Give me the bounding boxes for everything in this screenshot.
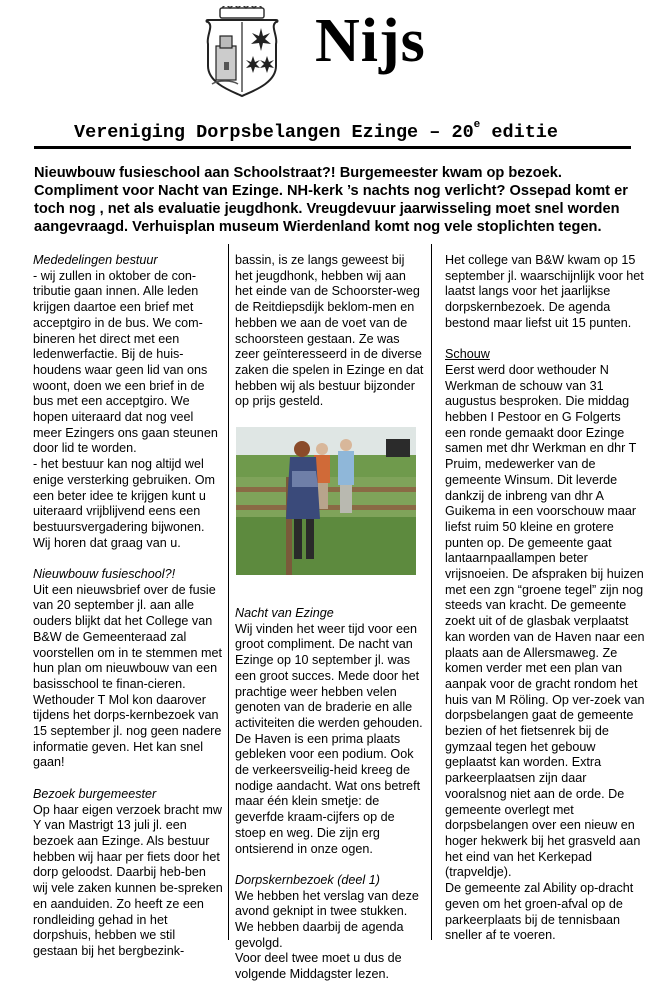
section-heading: Nacht van Ezinge: [235, 606, 334, 621]
paragraph: - wij zullen in oktober de con-tributie gaan innen. Alle leden krijgen daartoe een brief met acceptgiro in de bus. We com-bineren het direct met een ledenwerfactie. Bij de huis-houdens waar geen lid van ons woont, doen we een brief in de bus met een acceptgiro. We hopen uiteraard dat nog veel meer Ezingers ons gaan steunen door lid te worden.: [33, 268, 218, 456]
section-heading: Bezoek burgemeester: [33, 786, 157, 801]
section-heading: Nieuwbouw fusieschool?!: [33, 567, 176, 582]
paragraph: Eerst werd door wethouder N Werkman de schouw van 31 augustus besproken. Die middag hebben I Pestoor en G Folgerts een ronde gemaakt door Ezinge samen met dhr Werkman en dhr T Pruim, medewerker van de gemeente Winsum. Dit leverde dankzij de inbreng van dhr A Guikema in een voorschouw maar liefst ruim 50 kleine en grotere punten op. De gemeente gaat lantaarnpaallampen beter vrijsnoeien. De afspraken bij huizen met een zgn “groene tegel” zijn nog steeds van kracht. De gemeente zoekt uit of de glasbak verplaatst kan worden van de Haven naar een plaats aan de Allersmaweg. Ze komen verder met een plan van aanpak voor de gracht rondom het huis van M Röling. Op ver-zoek van dorpsbelangen gaat de gemeente bezien of het fietsenrek bij de gymzaal tegen het gebouw geplaatst kan worden. Extra parkeerplaatsen zijn daar vooralsnog niet aan de orde. De gemeente overlegt met dorpsbelangen over een nieuw en hoger hekwerk bij het grasveld aan het eind van het Kerkepad (trapveldje).: [445, 362, 645, 880]
article-column-2: [235, 253, 425, 983]
column-divider: [431, 244, 432, 940]
paragraph: - het bestuur kan nog altijd wel enige versterking gebruiken. Om een beter idee te krijgen kunt u uiteraard vrijblijvend eens een bestuursvergadering bijwonen. Wij horen dat graag van u.: [33, 457, 216, 550]
masthead-rule: [34, 146, 631, 149]
photo-mayor-visit: [236, 427, 416, 575]
paragraph: De gemeente zal Ability op-dracht geven om het groen-afval op de parkeerplaats bij de tennisbaan sneller af te voeren.: [445, 881, 634, 943]
paragraph: Uit een nieuwsbrief over de fusie van 20 september jl. aan alle ouders blijkt dat het College van B&W de Gemeenteraad zal voorstellen om in te stemmen met hun plan om nieuwbouw van een basisschool te finan-cieren. Wethouder T Mol kon daarover tijdens het dorps-kernbezoek van 15 september jl. nog geen nadere informatie geven. Het kan snel gaan!: [33, 582, 222, 770]
section-heading: Mededelingen bestuur: [33, 253, 158, 267]
paragraph: Voor deel twee moet u dus de volgende Middagster lezen.: [235, 951, 402, 982]
paragraph: Op haar eigen verzoek bracht mw Y van Mastrigt 13 juli jl. een bezoek aan Ezinge. Als bestuur hebben wij haar per fiets door het dorp geloodst. Daarbij heb-ben wij vele zaken kunnen be-spreken en aanduiden. Zo heeft ze een rondleiding gehad in het dorpshuis, hebben we stil gestaan bij het bergbezink-: [33, 802, 223, 958]
column-divider: [228, 244, 229, 940]
paragraph: Het college van B&W kwam op 15 september jl. waarschijnlijk voor het laatst langs voor het jaarlijkse dorpskernbezoek. De agenda bestond maar liefst uit 15 punten.: [445, 253, 644, 330]
headline-summary: Nieuwbouw fusieschool aan Schoolstraat?! Burgemeester kwam op bezoek. Compliment voor Nacht van Ezinge. NH-kerk ’s nachts nog verlicht? Ossepad komt er toch nog , net als evaluatie jeugdhonk. Vreugdevuur jaarwisseling moet snel worden aangevraagd. Verhuisplan museum Wierdenland komt nog vele stoplichten tegen.: [34, 165, 628, 235]
paragraph: bassin, is ze langs geweest bij het jeugdhonk, hebben wij aan het einde van de Schoorster-weg de Reitdiepsdijk beklom-men en hebben we aan de voet van de schoorsteen gestaan. Ze was zeer geïnteresseerd in de diverse zaken die spelen in Ezinge en dat hebben wij als bestuur bijzonder op prijs gesteld.: [235, 253, 424, 409]
section-heading: Schouw: [445, 347, 490, 362]
article-column-3: [445, 253, 645, 944]
village-crest-logo: [204, 6, 280, 98]
paragraph: We hebben het verslag van deze avond geknipt in twee stukken. We hebben daarbij de agenda gevolgd.: [235, 888, 419, 950]
section-heading: Dorpskernbezoek (deel 1): [235, 872, 380, 887]
paragraph: Wij vinden het weer tijd voor een groot compliment. De nacht van Ezinge op 10 september jl. was een groot succes. Mede door het prachtige weer hebben velen genoten van de braderie en alle activiteiten die werden gehouden. De Haven is een prima plaats gebleken voor een podium. Ook de verkeersveilig-heid kreeg de nodige aandacht. Wat ons betreft maar één klein smetje: de geverfde kraam-cijfers op de stoep en weg. Die zijn erg ontsierend in onze ogen.: [235, 621, 423, 856]
newsletter-subtitle: Vereniging Dorpsbelangen Ezinge – 20e editie: [74, 119, 558, 144]
newsletter-title: Nijs: [315, 7, 426, 75]
article-column-1: [33, 253, 223, 960]
